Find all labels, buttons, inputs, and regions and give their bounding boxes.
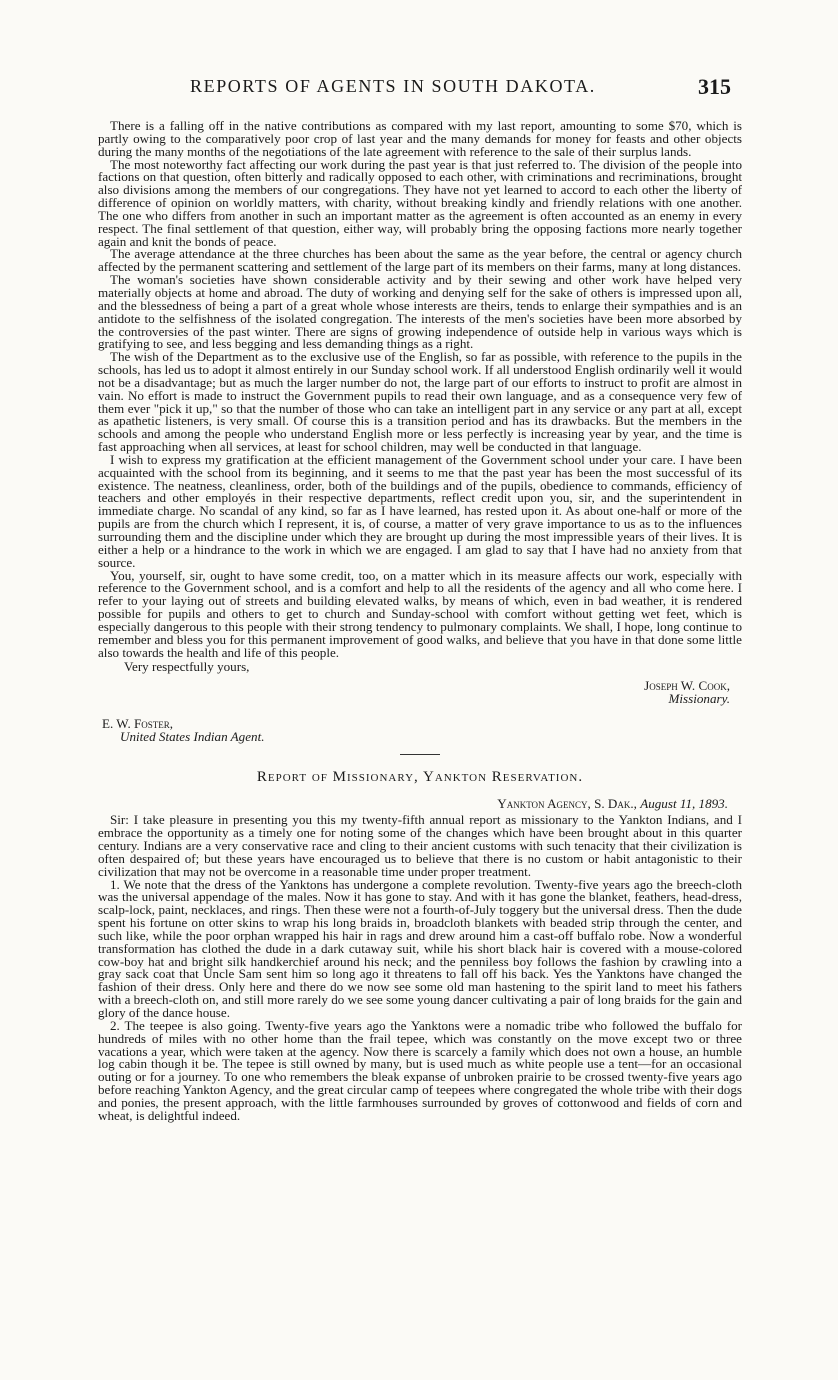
closing-salutation: Very respectfully yours, [124, 659, 250, 675]
paragraph: The woman's societies have shown considerable activity and by their sewing and other work have helped very materially objects at home and abroad. The duty of working and denying self for the sake of others is impressed upon all, and the blessedness of being a part of a great whole whose interests are theirs, tends to enlarge their sympathies and is an antidote to the selfishness of the isolated congregation. The interests of the men's societies have been more absorbed by the controversies of the past winter. There are signs of growing independence of outside help in various ways which is gratifying to see, and less begging and less demanding things as a right. [98, 272, 742, 352]
body-text [98, 120, 742, 1123]
section-divider [400, 754, 440, 755]
paragraph: You, yourself, sir, ought to have some credit, too, on a matter which in its measure affects our work, especially with reference to the Government school, and is a comfort and help to all the residents of the agency and all who come here. I refer to your laying out of streets and building elevated walks, by means of which, even in bad weather, it is rendered possible for pupils and others to get to church and Sunday-school with comfort without getting wet feet, which is especially dangerous to this people with their strong tendency to pulmonary complaints. We shall, I hope, long continue to remember and bless you for this permanent improvement of good walks, and believe that you have in that done some little also towards the health and life of this people. [98, 567, 742, 660]
signature-title: Missionary. [668, 691, 730, 707]
dateline-date: August 11, 1893. [640, 795, 728, 811]
paragraph: I wish to express my gratification at the efficient management of the Government school under your care. I have been acquainted with the school from its beginning, and it seems to me that the past year has been the most successful of its existence. The neatness, cleanliness, order, both of the buildings and of the pupils, obedience to commands, efficiency of teachers and other employés in their respective departments, reflect credit upon you, sir, and the superintendent in immediate charge. No scandal of any kind, so far as I have learned, has rested upon it. As about one-half or more of the pupils are from the church which I represent, it is, of course, a matter of very grave importance to us as to the influences surrounding them and the discipline under which they are brought up during the most impressible years of their lives. It is either a help or a hindrance to the work in which we are engaged. I am glad to say that I have had no anxiety from that source. [98, 451, 742, 570]
paragraph: The average attendance at the three churches has been about the same as the year before, the central or agency church affected by the permanent scattering and settlement of the large part of its members on their farms, many at long distances. [98, 246, 742, 275]
signature-name: Joseph W. Cook, [644, 678, 730, 694]
paragraph: The wish of the Department as to the exclusive use of the English, so far as possible, with reference to the pupils in the schools, has led us to adopt it almost entirely in our Sunday school work. If all understood English ordinarily well it would not be a disadvantage; but as much the larger number do not, the large part of our efforts to instruct to profit are almost in vain. No effort is made to instruct the Government pupils to read their own language, and as a consequence very few of them ever "pick it up," so that the number of those who can take an intelligent part in any service or any part at all, except as apathetic listeners, is very small. Of course this is a transition period and has its drawbacks. But the members in the schools and among the people who understand English more or less perfectly is increasing year by year, and the time is fast approaching when all services, at least for school children, may well be conducted in that language. [98, 349, 742, 455]
dateline-place: Yankton Agency, S. Dak., [497, 795, 637, 811]
paragraph: 2. The teepee is also going. Twenty-five years ago the Yanktons were a nomadic tribe who followed the buffalo for hundreds of miles with no other home than the frail tepee, which was constantly on the move except two or three vacations a year, which were taken at the agency. Now there is scarcely a family which does not own a house, an humble log cabin though it be. The tepee is still owned by many, but is used much as white people use a tent—for an occasional outing or for a journey. To one who remembers the bleak expanse of unbroken prairie to be crossed twenty-five years ago before reaching Yankton Agency, and the great circular camp of teepees where congregated the whole tribe with their dogs and ponies, the present approach, with the little farmhouses surrounded by groves of cottonwood and fields of corn and wheat, is delightful indeed. [98, 1017, 742, 1123]
page-number: 315 [698, 74, 731, 99]
running-header: REPORTS OF AGENTS IN SOUTH DAKOTA. [190, 76, 596, 96]
paragraph: There is a falling off in the native contributions as compared with my last report, amounting to some $70, which is partly owing to the comparatively poor crop of last year and the many demands for money for feasts and other objects during the many months of the negotiations of the late agreement with reference to the sale of their surplus lands. [98, 118, 742, 159]
addressee-title: United States Indian Agent. [120, 728, 265, 744]
paragraph: Sir: I take pleasure in presenting you this my twenty-fifth annual report as missionary to the Yankton Indians, and I embrace the opportunity as a timely one for noting some of the changes which have been brought about in this quarter century. Indians are a very conservative race and cling to their ancient customs with such tenacity that their civilization is often despaired of; but these years have encouraged us to believe that there is no custom or habit antagonistic to their civilization that may not be overcome in a reasonable time under proper treatment. [98, 812, 742, 879]
dateline [98, 795, 742, 811]
addressee-name: E. W. Foster, [102, 715, 174, 731]
signature-block [98, 680, 742, 706]
section-title: Report of Missionary, Yankton Reservation. [256, 768, 584, 785]
addressee-block [98, 715, 742, 744]
paragraph: The most noteworthy fact affecting our work during the past year is that just referred to. The division of the people into factions on that question, often bitterly and radically opposed to each other, with criminations and recriminations, brought also divisions among the members of our congregations. They have not yet learned to accord to each other the liberty of difference of opinion on worldly matters, with charity, without breaking kindly and friendly relations with one another. The one who differs from another in such an important matter as the agreement is often accounted as an enemy in every respect. The final settlement of that question, either way, will probably bring the opposing factions more nearly together again and knit the bonds of peace. [98, 156, 742, 249]
paragraph: 1. We note that the dress of the Yanktons has undergone a complete revolution. Twenty-five years ago the breech-cloth was the universal appendage of the males. Now it has gone to stay. And with it has gone the blanket, feathers, head-dress, scalp-lock, paint, necklaces, and rings. Then these were not a fourth-of-July toggery but the universal dress. Then the dude spent his fortune on otter skins to wrap his long braids in, broadcloth blankets with beaded strip through the center, and such like, while the poor orphan wrapped his hair in rags and drew around him a cast-off buffalo robe. Now a wonderful transformation has clothed the dude in a dark cutaway suit, while his short black hair is covered with a mouse-colored cow-boy hat and bright silk handkerchief around his neck; and the penniless boy follows the fashion by crawling into a gray sack coat that Uncle Sam sent him so long ago it threatens to fall off his back. Yes the Yanktons have changed the fashion of their dress. Only here and there do we now see some old man hastening to the spirit land to meet his fathers with a breech-cloth on, and still more rarely do we see some young dancer cultivating a pair of long braids for the gain and glory of the dance house. [98, 876, 742, 1020]
